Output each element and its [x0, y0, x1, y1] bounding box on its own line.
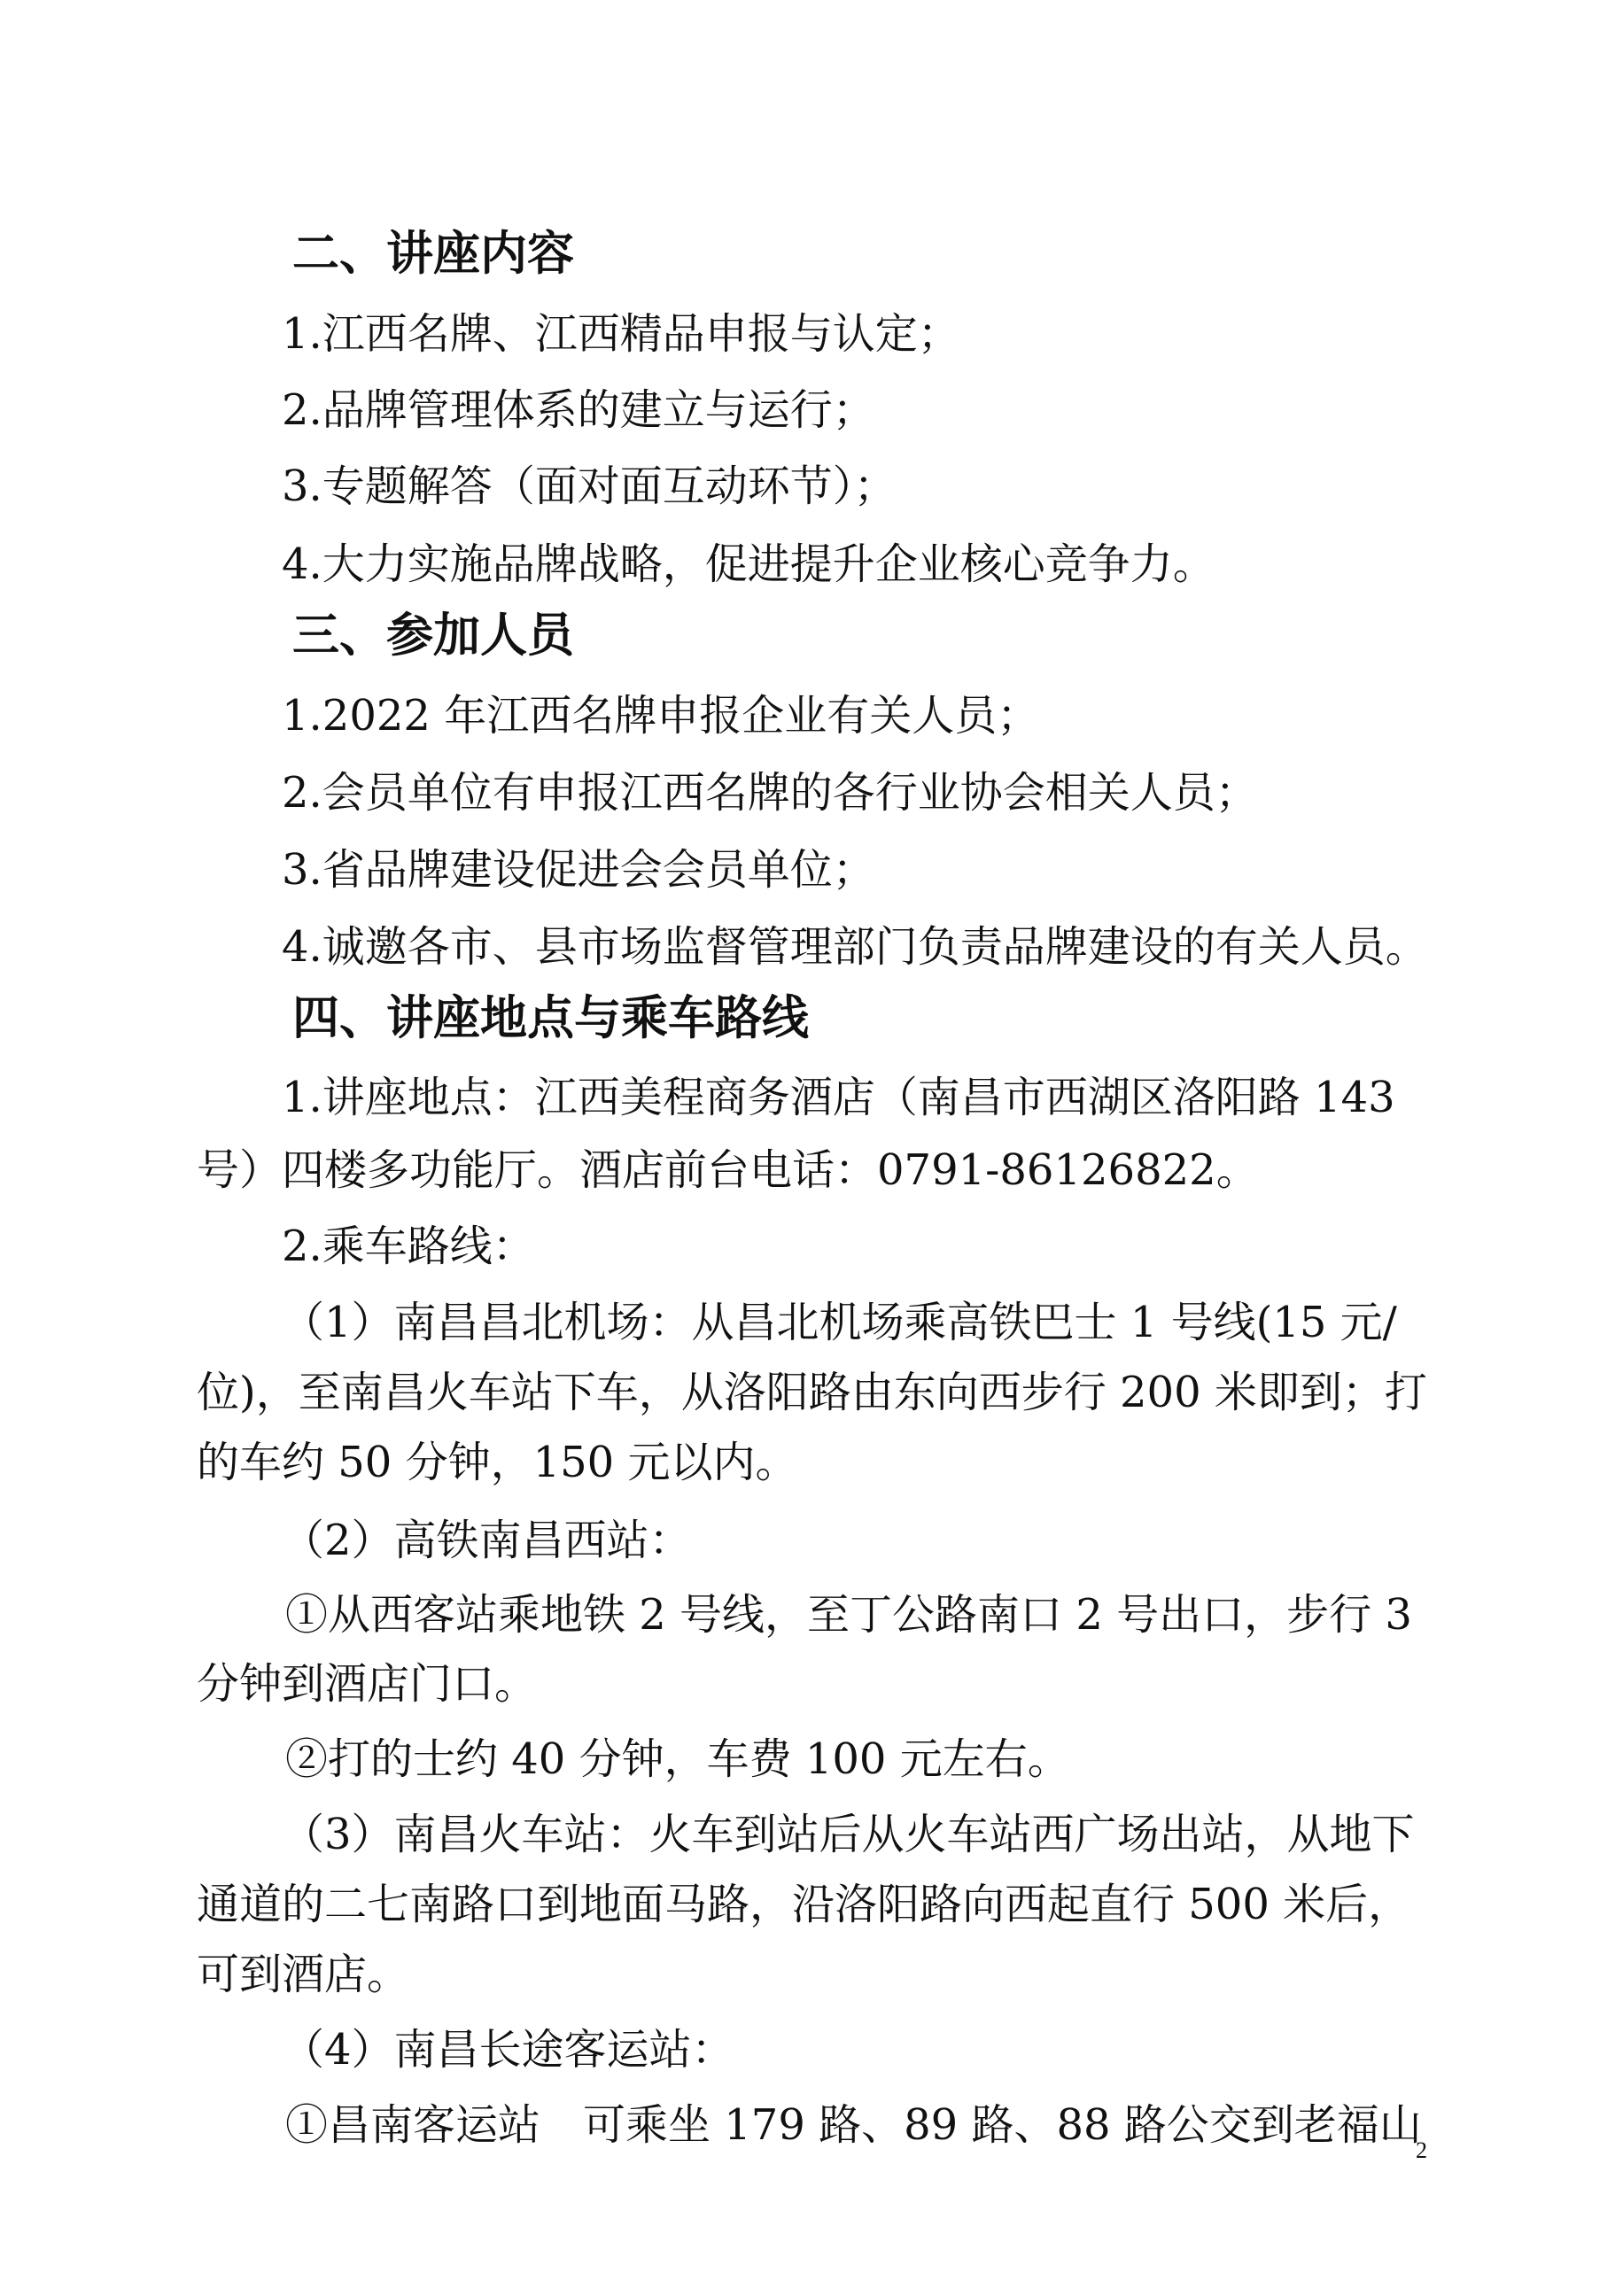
participant-item-3: 3.省品牌建设促进会会员单位；	[282, 845, 875, 895]
venue-line-2: 号）四楼多功能厅。酒店前台电话：0791-86126822。	[197, 1145, 1259, 1195]
participant-item-1: 1.2022 年江西名牌申报企业有关人员；	[282, 691, 1040, 741]
route3-line-3: 可到酒店。	[197, 1950, 410, 1999]
route1-line-3: 的车约 50 分钟，150 元以内。	[197, 1438, 798, 1487]
section-heading-venue-routes: 四、讲座地点与乘车路线	[292, 991, 809, 1045]
route2-option-1-line-2: 分钟到酒店门口。	[197, 1659, 538, 1709]
route1-line-2: 位)，至南昌火车站下车，从洛阳路由东向西步行 200 米即到；打	[197, 1368, 1427, 1417]
route4-title: （4）南昌长途客运站：	[282, 2025, 734, 2075]
content-item-1: 1.江西名牌、江西精品申报与认定；	[282, 309, 960, 359]
content-item-2: 2.品牌管理体系的建立与运行；	[282, 385, 875, 435]
content-item-4: 4.大力实施品牌战略，促进提升企业核心竞争力。	[282, 539, 1215, 589]
page-number: 2	[1416, 2137, 1427, 2163]
route3-line-1: （3）南昌火车站：火车到站后从火车站西广场出站，从地下	[282, 1810, 1415, 1859]
route-title: 2.乘车路线：	[282, 1222, 535, 1271]
participant-item-4: 4.诚邀各市、县市场监督管理部门负责品牌建设的有关人员。	[282, 922, 1428, 972]
section-heading-lecture-content: 二、讲座内容	[292, 227, 574, 281]
route2-title: （2）高铁南昌西站：	[282, 1516, 692, 1565]
section-heading-participants: 三、参加人员	[292, 609, 574, 663]
route2-option-1-line-1: ①从西客站乘地铁 2 号线，至丁公路南口 2 号出口，步行 3	[285, 1590, 1412, 1640]
route4-option-1: ①昌南客运站 可乘坐 179 路、89 路、88 路公交到老福山	[285, 2100, 1422, 2150]
route1-line-1: （1）南昌昌北机场：从昌北机场乘高铁巴士 1 号线(15 元/	[282, 1298, 1397, 1347]
venue-line-1: 1.讲座地点：江西美程商务酒店（南昌市西湖区洛阳路 143	[282, 1073, 1395, 1122]
route2-option-2: ②打的士约 40 分钟，车费 100 元左右。	[285, 1734, 1070, 1784]
route3-line-2: 通道的二七南路口到地面马路，沿洛阳路向西起直行 500 米后，	[197, 1880, 1411, 1929]
content-item-3: 3.专题解答（面对面互动环节）；	[282, 462, 897, 511]
participant-item-2: 2.会员单位有申报江西名牌的各行业协会相关人员；	[282, 768, 1258, 818]
